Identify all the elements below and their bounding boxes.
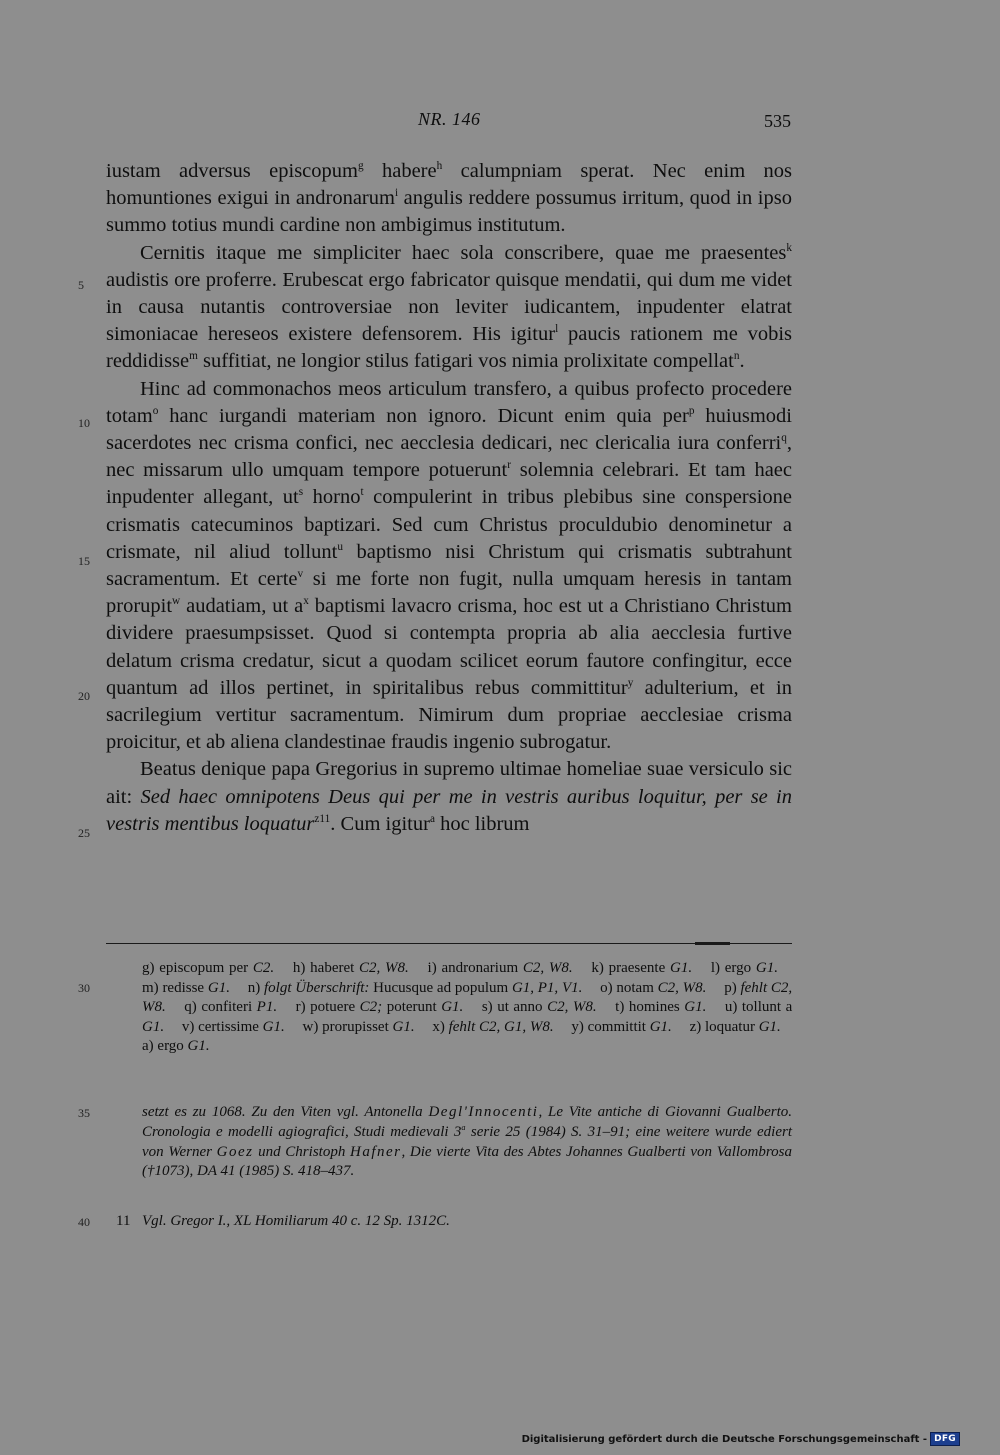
text-run: habere: [363, 160, 437, 182]
footnote-text: ergo: [157, 1038, 184, 1055]
footnote-wit: G1.: [758, 1018, 781, 1035]
footnote-mark: q: [781, 432, 787, 445]
footnote-text2: poterunt: [386, 999, 437, 1016]
footnote-text: tollunt a: [741, 999, 793, 1016]
footnote-text: Hucusque ad populum: [373, 979, 509, 996]
text-run: .: [739, 350, 745, 373]
footnote-italic-text: folgt Überschrift:: [263, 979, 370, 996]
footnote-mark: s): [481, 999, 493, 1016]
text-run: suffitiat, ne longior stilus fatigari vos nimia prolixitate compellat: [197, 350, 734, 373]
footnote-text: andronarium: [441, 960, 519, 976]
footnote-entry: [482, 999, 601, 1015]
paragraph-1: [106, 158, 792, 240]
footnote-entry: [432, 1019, 557, 1035]
text-run: hoc librum: [434, 812, 530, 835]
footnote-mark: n): [247, 979, 261, 996]
text-run: adulterium, et in sacrilegium vertitur sacramentum. Nimirum dum propriae aecclesiae crisma proicitur, et ab aliena clandestinae fraudis ingenio subrogatur.: [106, 676, 792, 754]
gregory-quotation: Sed haec omnipotens Deus qui per me in vestris auribus loquitur, per se in vestris mentibus loquatur: [106, 785, 793, 835]
paragraph-3: [106, 376, 792, 757]
footnote-wit: G1.: [262, 1018, 285, 1035]
line-number: 5: [78, 278, 84, 292]
text-run: Beatus denique papa Gregorius in supremo ultimae homeliae suae versiculo sic ait:: [106, 758, 792, 808]
footnote-mark: w): [302, 1018, 319, 1035]
text-run: baptismi lavacro crisma, hoc est ut a Christiano Christum dividere praesumpsisset. Quod si contempta propria ab alia aecclesia furtive delatum crisma credatur, sicut a quodam scilicet eorum fautore confingitur, ecce quantum ad illos pertinet, in spiritalibus rebus committitur: [106, 595, 792, 699]
line-number: 25: [78, 826, 90, 840]
footnote-mark: z11: [314, 813, 331, 826]
text-run: horno: [303, 486, 361, 509]
footnote-entry: [711, 960, 778, 976]
footnote-mark: u: [337, 541, 343, 554]
footnote-entry: [142, 960, 279, 976]
reference-note: [116, 1211, 792, 1231]
footnote-wit: C2.: [252, 960, 275, 976]
text-run: hanc iurgandi materiam non ignoro. Dicunt enim quia per: [158, 404, 689, 427]
paragraph-4: [106, 756, 792, 838]
text-run: Cernitis itaque me simpliciter haec sola conscribere, quae me praesentes: [140, 241, 787, 264]
footnote-text: loquatur: [704, 1018, 755, 1035]
footnote-text: ut anno: [497, 999, 543, 1016]
footnote-entry: [615, 999, 711, 1015]
footnote-mark: y): [571, 1018, 584, 1035]
superscript: a: [461, 1122, 466, 1132]
text-run: audistis ore proferre. Erubescat ergo fabricator quisque mendatii, qui dum me videt in causa nutantis controversiae non leviter iudicantem, inpudenter elatrat simoniacae hereseos existere defensorem. His igitur: [106, 268, 792, 346]
footnote-mark: v): [181, 1018, 195, 1035]
footnote-divider-accent: [695, 942, 730, 945]
footnote-wit: G1.: [649, 1018, 672, 1035]
dfg-logo-icon: DFG: [930, 1432, 960, 1446]
text-run: paucis rationem me vobis reddidisse: [106, 323, 793, 373]
footnote-mark: w: [172, 595, 181, 608]
footnote-mark: v: [297, 568, 304, 581]
footnote-mark: r): [295, 999, 306, 1016]
footnote-entry: [248, 980, 586, 996]
text-run: audatiam, ut a: [180, 595, 304, 618]
footnote-wit: G1.: [755, 960, 778, 976]
line-number: 20: [78, 689, 90, 703]
footnote-wit: P1.: [256, 999, 278, 1016]
text-run: , Die vierte Vita des Abtes Johannes Gualberti von Vallombrosa (†1073), DA 41 (1985) S. 418–437.: [142, 1143, 792, 1180]
digitization-credit: [522, 1432, 960, 1446]
footnote-wit: C2, W8.: [142, 979, 793, 1016]
footnote-mark: a): [142, 1038, 154, 1055]
footnote-entry: [690, 1019, 781, 1035]
text-run: baptismo nisi Christum qui crismatis subtrahunt sacramentum. Et certe: [106, 540, 792, 591]
footnote-wit: C2, G1, W8.: [479, 1018, 554, 1035]
line-number: 40: [78, 1215, 90, 1229]
footnote-text: committit: [587, 1018, 646, 1035]
footnote-mark: t: [360, 486, 364, 499]
footnote-wit: G1.: [670, 960, 693, 976]
footnote-mark: o: [152, 405, 159, 417]
footnote-mark: q): [184, 999, 197, 1016]
footnote-mark: s: [298, 486, 304, 499]
footnote-entry: [303, 1019, 419, 1035]
footnote-text: redisse: [162, 979, 205, 996]
footnote-mark: t): [615, 999, 625, 1016]
footnote-entry: [142, 1038, 210, 1054]
text-run: iustam adversus episcopum: [106, 160, 358, 182]
footnote-text: notam: [616, 979, 654, 996]
footnote-wit: G1, P1, V1.: [511, 979, 583, 996]
footnote-text: ergo: [724, 960, 752, 976]
author-name: Hafner: [350, 1143, 402, 1160]
footnote-wit: G1.: [142, 1018, 165, 1035]
line-number: 15: [78, 554, 90, 568]
footnote-mark: x: [303, 595, 309, 608]
footnote-text: episcopum per: [159, 960, 249, 976]
footnote-mark: l: [555, 323, 559, 336]
text-run: angulis reddere possumus irritum, quod in ipso summo totius mundi cardine non ambigimus institutum.: [106, 187, 792, 237]
text-run: und Christoph: [253, 1143, 350, 1160]
footnote-text: prorupisset: [322, 1018, 389, 1035]
line-number: 10: [78, 416, 90, 430]
footnote-mark: l): [710, 960, 721, 976]
footnote-entry: [600, 980, 710, 996]
text-run: , nec missarum ullo umquam tempore potuerunt: [106, 432, 792, 482]
footnote-mark: k): [591, 960, 604, 976]
footnote-wit: G1.: [207, 979, 230, 996]
text-run: setzt es zu 1068. Zu den Viten vgl. Antonella: [142, 1104, 429, 1120]
footnote-mark: g): [142, 960, 155, 976]
footnote-wit: C2, W8.: [657, 979, 707, 996]
footnote-mark: z): [689, 1018, 702, 1035]
footnote-entry: [428, 960, 578, 976]
text-run: compulerint in tribus plebibus sine conspersione crismatis catecuminos baptizari. Sed cum Christus proculdubio denominetur a crismate, nil aliud tollunt: [106, 486, 793, 563]
footnote-mark: k: [786, 241, 792, 254]
footnote-mark: m): [142, 979, 159, 996]
footnote-mark: g: [357, 160, 364, 173]
footnote-entry: [182, 1019, 289, 1035]
footnote-entry: [142, 980, 234, 996]
text-run: , Le Vite antiche di Giovanni Gualberto. Cronologia e modelli agiografici, Studi medievali 3: [142, 1104, 792, 1140]
line-number: 35: [78, 1106, 90, 1120]
footnote-mark: i): [427, 960, 437, 976]
footnote-wit: C2, W8.: [359, 960, 409, 976]
footnote-text: praesente: [608, 960, 666, 976]
footnote-entry: [184, 999, 281, 1015]
paragraph-2: [106, 240, 792, 376]
critical-apparatus: [142, 959, 792, 1057]
footnote-mark: p: [688, 405, 695, 417]
footnote-mark: n: [733, 350, 740, 363]
footnote-text: homines: [628, 999, 680, 1016]
text-run: solemnia celebrari. Et tam haec inpudenter allegant, ut: [106, 459, 792, 509]
footnote-entry: [293, 960, 414, 976]
author-name: Degl'Innocenti: [428, 1104, 539, 1120]
text-run: huiusmodi sacerdotes nec crisma confici, nec aecclesia dedicari, nec clericalia iura conferri: [106, 404, 792, 455]
page-number: 535: [764, 111, 791, 131]
text-run: . Cum igitur: [330, 812, 430, 835]
footnote-italic-text: fehlt: [740, 979, 768, 996]
footnote-mark: h): [292, 960, 306, 976]
reference-number: 11: [116, 1213, 131, 1229]
text-run: si me forte non fugit, nulla umquam heresis in tantam prorupit: [106, 568, 792, 618]
footnote-mark: x): [432, 1018, 445, 1035]
footnote-mark: h: [436, 160, 443, 173]
footnote-mark: a: [429, 813, 435, 826]
footnote-wit: G1.: [187, 1038, 210, 1055]
footnote-entry: [571, 1019, 675, 1035]
line-number: 30: [78, 981, 90, 995]
footnote-text: certissime: [198, 1018, 259, 1035]
footnote-text: haberet: [310, 960, 355, 976]
running-title: NR. 146: [418, 109, 481, 129]
text-run: calumpniam sperat. Nec enim nos homuntiones exigui in andronarum: [106, 160, 792, 210]
footnote-entry: [591, 960, 696, 976]
main-text: [106, 158, 792, 838]
footnote-wit: C2;: [359, 999, 383, 1016]
footnote-text: confiteri: [201, 999, 253, 1016]
text-run: serie 25 (1984) S. 31–91; eine weitere wurde ediert von Werner: [142, 1123, 792, 1160]
footnote-text: potuere: [310, 999, 356, 1016]
footnote-wit2: G1.: [441, 999, 464, 1016]
footnote-divider: [106, 943, 792, 944]
commentary-note: [142, 1103, 792, 1182]
footnote-entry: [296, 999, 468, 1015]
footnote-mark: u): [724, 999, 738, 1016]
footnote-wit: C2, W8.: [547, 999, 597, 1016]
footnote-mark: o): [600, 979, 613, 996]
footnote-wit: G1.: [684, 999, 707, 1016]
footnote-wit: C2, W8.: [522, 960, 573, 976]
footnote-mark: m: [189, 350, 198, 363]
footnote-mark: p): [724, 979, 737, 996]
text-run: Hinc ad commonachos meos articulum transfero, a quibus profecto procedere totam: [106, 377, 792, 427]
credit-text: Digitalisierung gefördert durch die Deutsche Forschungsgemeinschaft -: [521, 1433, 928, 1445]
author-name: Goez: [216, 1143, 254, 1160]
footnote-mark: y: [627, 677, 634, 690]
footnote-mark: r: [507, 459, 511, 472]
footnote-mark: i: [394, 187, 399, 200]
footnote-wit: G1.: [392, 1018, 415, 1035]
reference-text: Vgl. Gregor I., XL Homiliarum 40 c. 12 Sp. 1312C.: [142, 1213, 450, 1229]
footnote-italic-text: fehlt: [448, 1018, 476, 1035]
